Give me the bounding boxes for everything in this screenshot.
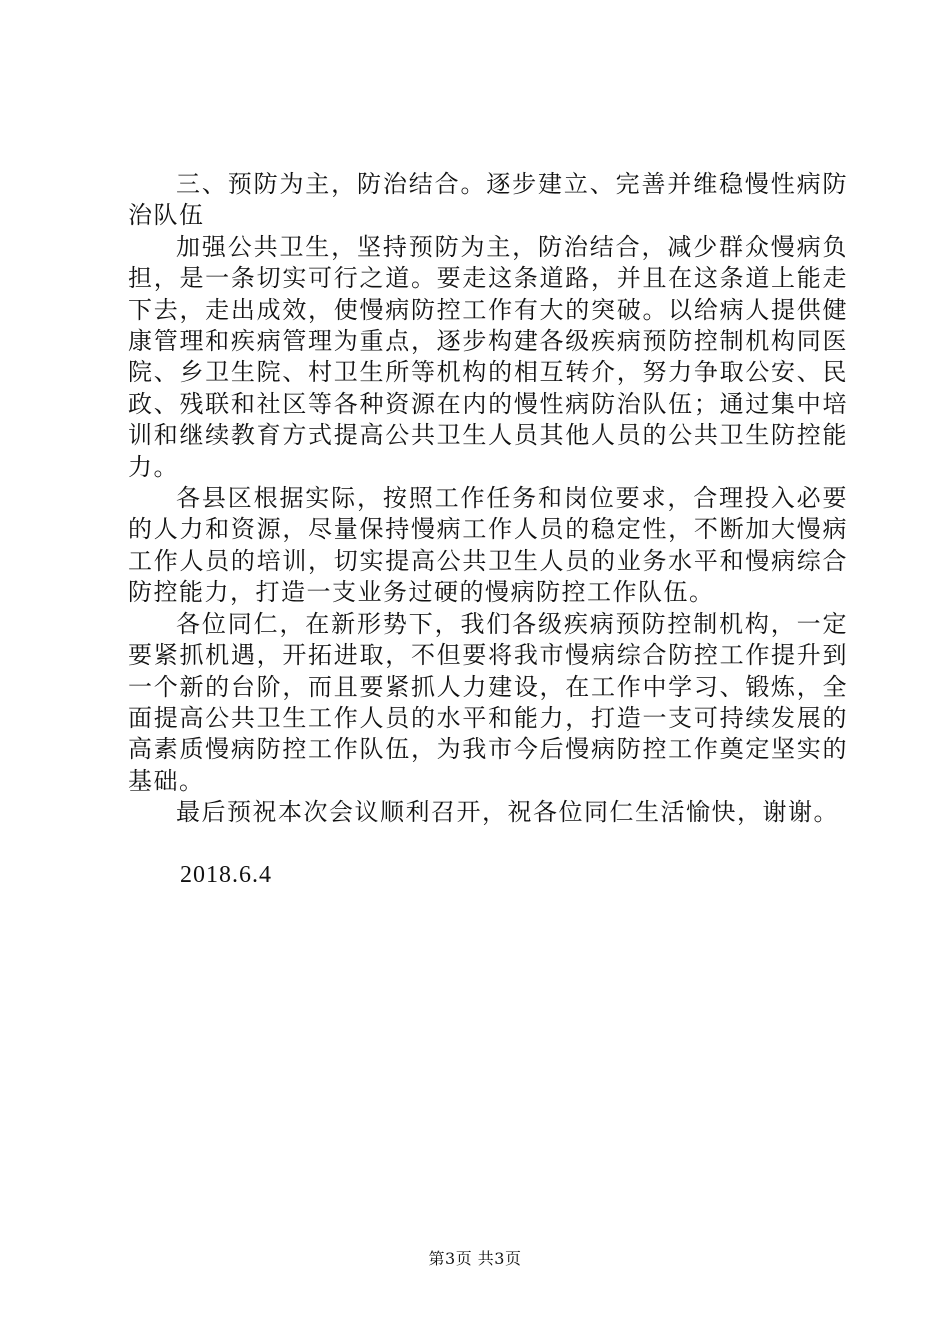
section-heading-paragraph: 三、预防为主，防治结合。逐步建立、完善并维稳慢性病防治队伍 — [128, 170, 848, 230]
page-footer: 第3页 共3页 — [428, 1249, 522, 1268]
body-paragraph: 加强公共卫生，坚持预防为主，防治结合，减少群众慢病负担，是一条切实可行之道。要走这条道路，并且在这条道上能走下去，走出成效，使慢病防控工作有大的突破。以给病人提供健康管理和疾病管理为重点，逐步构建各级疾病预防控制机构同医院、乡卫生院、村卫生所等机构的相互转介，努力争取公安、民政、残联和社区等各种资源在内的慢性病防治队伍；通过集中培训和继续教育方式提高公共卫生人员其他人员的公共卫生防控能力。 — [128, 232, 848, 481]
document-body — [128, 169, 848, 891]
closing-paragraph: 最后预祝本次会议顺利召开，祝各位同仁生活愉快，谢谢。 — [176, 798, 839, 827]
body-paragraph: 各县区根据实际，按照工作任务和岗位要求，合理投入必要的人力和资源，尽量保持慢病工作人员的稳定性，不断加大慢病工作人员的培训，切实提高公共卫生人员的业务水平和慢病综合防控能力，打造一支业务过硬的慢病防控工作队伍。 — [128, 484, 848, 607]
body-paragraph: 各位同仁，在新形势下，我们各级疾病预防控制机构，一定要紧抓机遇，开拓进取，不但要将我市慢病综合防控工作提升到一个新的台阶，而且要紧抓人力建设，在工作中学习、锻炼，全面提高公共卫生工作人员的水平和能力，打造一支可持续发展的高素质慢病防控工作队伍，为我市今后慢病防控工作奠定坚实的基础。 — [128, 609, 848, 795]
document-date: 2018.6.4 — [180, 861, 272, 888]
